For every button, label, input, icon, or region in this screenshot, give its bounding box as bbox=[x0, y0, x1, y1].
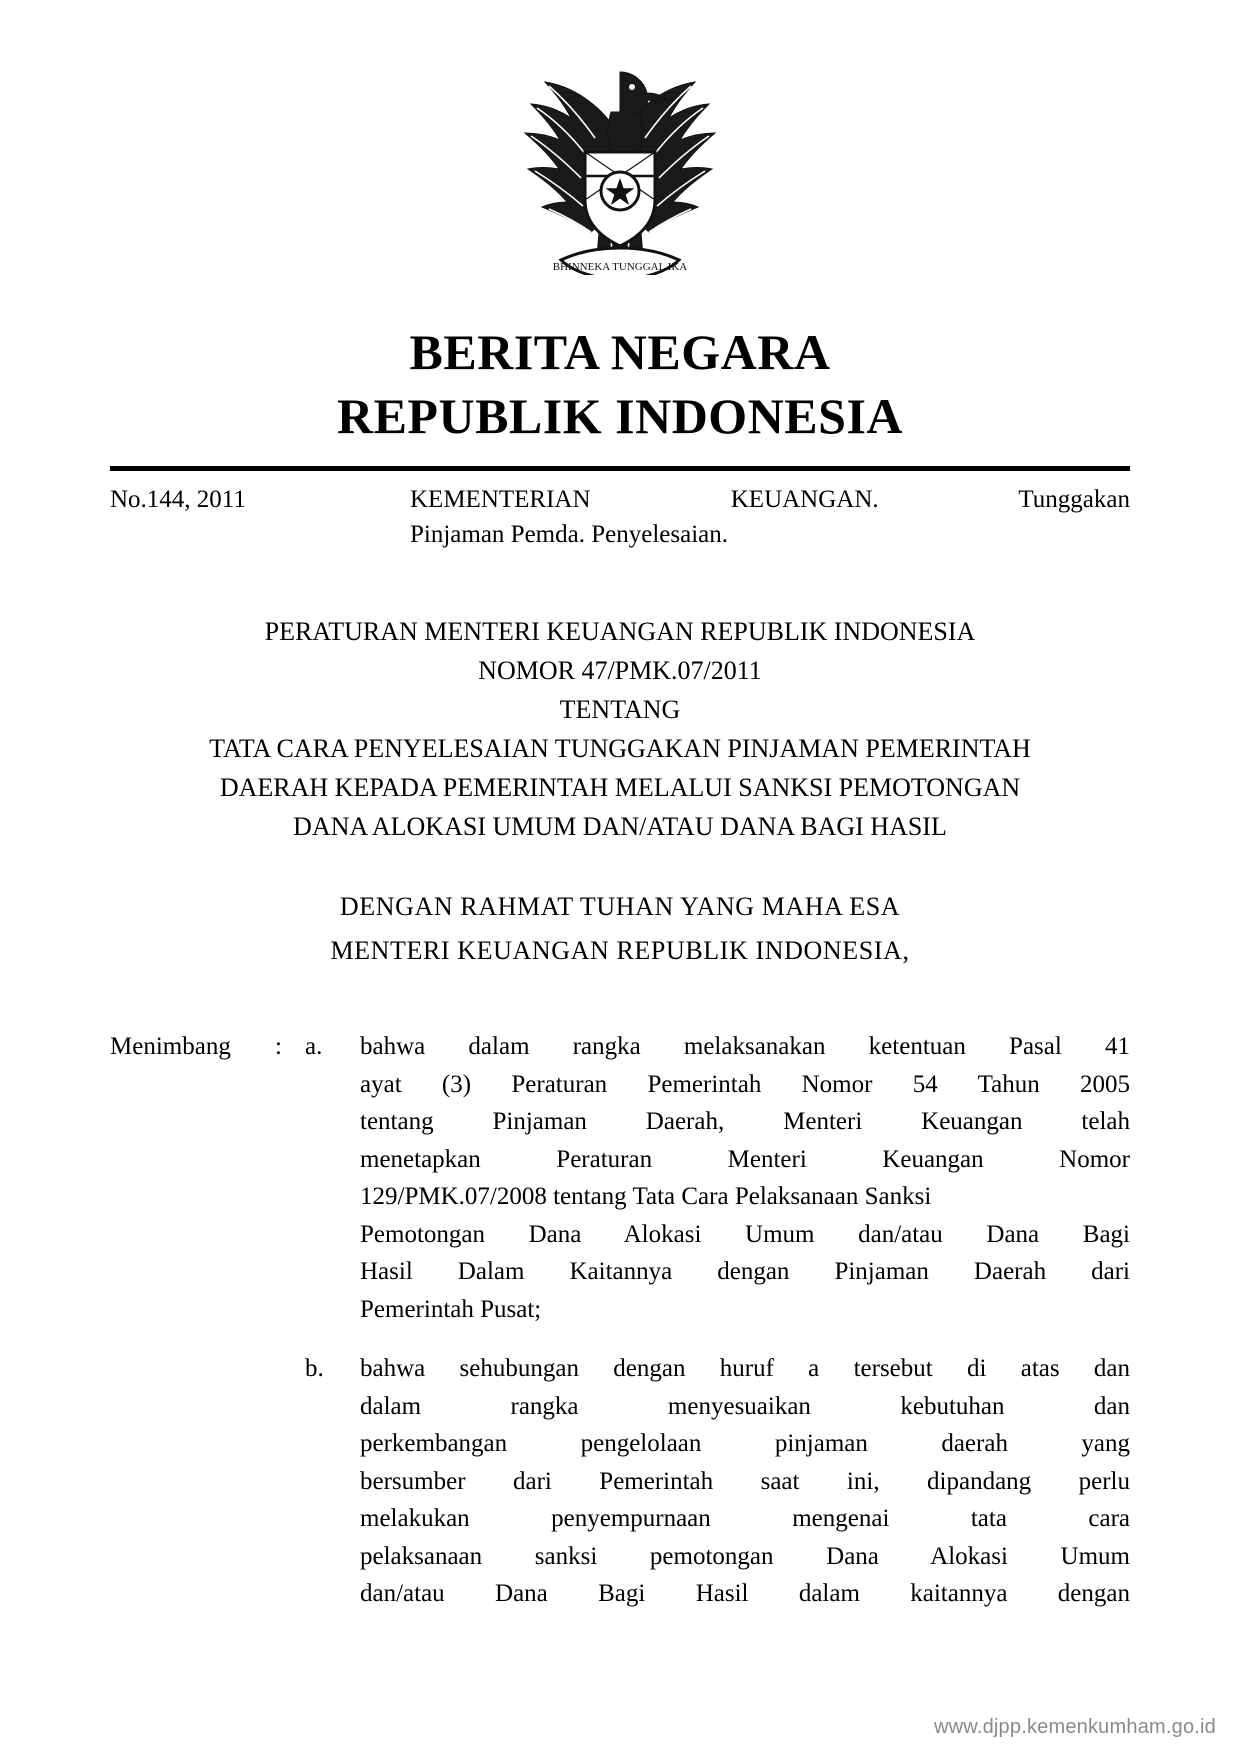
title-line-6: DANA ALOKASI UMUM DAN/ATAU DANA BAGI HASIL bbox=[293, 812, 947, 841]
svg-text:BHINNEKA TUNGGAL IKA: BHINNEKA TUNGGAL IKA bbox=[552, 261, 688, 273]
issue-number: No.144, 2011 bbox=[110, 486, 246, 513]
considering-item-b bbox=[110, 1350, 1130, 1613]
considering-item-letter-a: a. bbox=[305, 1033, 323, 1060]
masthead-divider bbox=[110, 466, 1130, 471]
masthead-line-2: REPUBLIK INDONESIA bbox=[336, 388, 904, 444]
regulation-title-block bbox=[110, 612, 1130, 846]
considering-b-line-1: bahwa sehubungan dengan huruf a tersebut di atas dan bbox=[360, 1355, 1130, 1382]
garuda-pancasila-emblem bbox=[515, 60, 725, 275]
considering-b-line-6: pelaksanaan sanksi pemotongan Dana Alokasi Umum bbox=[360, 1542, 1130, 1570]
issue-subject-line-2: Pinjaman Pemda. Penyelesaian. bbox=[410, 521, 728, 548]
considering-a-line-4: menetapkan Peraturan Menteri Keuangan Nomor bbox=[360, 1145, 1130, 1173]
considering-a-line-6: Pemotongan Dana Alokasi Umum dan/atau Dana Bagi bbox=[360, 1220, 1130, 1248]
considering-b-line-7: dan/atau Dana Bagi Hasil dalam kaitannya dengan bbox=[360, 1580, 1130, 1607]
emblem-container bbox=[0, 60, 1240, 280]
invocation-line-2: MENTERI KEUANGAN REPUBLIK INDONESIA, bbox=[330, 936, 910, 965]
considering-item-a-text bbox=[360, 1028, 1130, 1328]
considering-colon: : bbox=[275, 1033, 282, 1060]
title-line-4: TATA CARA PENYELESAIAN TUNGGAKAN PINJAMAN PEMERINTAH bbox=[209, 734, 1031, 763]
considering-item-a bbox=[110, 1028, 1130, 1328]
considering-section bbox=[110, 1028, 1130, 1613]
considering-b-line-5: melakukan penyempurnaan mengenai tata cara bbox=[360, 1505, 1130, 1532]
issue-line bbox=[110, 482, 1130, 552]
considering-a-line-5: 129/PMK.07/2008 tentang Tata Cara Pelaksanaan Sanksi bbox=[360, 1183, 932, 1210]
title-line-3: TENTANG bbox=[559, 695, 681, 724]
considering-a-line-1: bahwa dalam rangka melaksanakan ketentuan Pasal 41 bbox=[360, 1033, 1130, 1060]
considering-b-line-3: perkembangan pengelolaan pinjaman daerah yang bbox=[360, 1430, 1130, 1457]
considering-label: Menimbang bbox=[110, 1033, 231, 1060]
title-line-5: DAERAH KEPADA PEMERINTAH MELALUI SANKSI PEMOTONGAN bbox=[219, 773, 1021, 802]
considering-b-line-4: bersumber dari Pemerintah saat ini, dipandang perlu bbox=[360, 1467, 1130, 1495]
masthead-line-1: BERITA NEGARA bbox=[409, 324, 831, 380]
issue-subject-line-1: KEMENTERIAN KEUANGAN. Tunggakan bbox=[410, 486, 1130, 513]
invocation-block bbox=[110, 885, 1130, 973]
title-line-2: NOMOR 47/PMK.07/2011 bbox=[478, 656, 762, 685]
considering-b-line-2: dalam rangka menyesuaikan kebutuhan dan bbox=[360, 1392, 1130, 1420]
considering-a-line-8: Pemerintah Pusat; bbox=[360, 1295, 542, 1323]
invocation-line-1: DENGAN RAHMAT TUHAN YANG MAHA ESA bbox=[339, 892, 901, 921]
title-line-1: PERATURAN MENTERI KEUANGAN REPUBLIK INDONESIA bbox=[264, 617, 976, 646]
footer-watermark: www.djpp.kemenkumham.go.id bbox=[934, 1716, 1216, 1738]
considering-item-letter-b: b. bbox=[305, 1355, 324, 1382]
considering-a-line-7: Hasil Dalam Kaitannya dengan Pinjaman Daerah dari bbox=[360, 1258, 1130, 1285]
masthead bbox=[110, 320, 1130, 448]
considering-item-b-text bbox=[360, 1350, 1130, 1613]
considering-a-line-2: ayat (3) Peraturan Pemerintah Nomor 54 Tahun 2005 bbox=[360, 1070, 1130, 1098]
considering-a-line-3: tentang Pinjaman Daerah, Menteri Keuangan telah bbox=[360, 1108, 1130, 1135]
